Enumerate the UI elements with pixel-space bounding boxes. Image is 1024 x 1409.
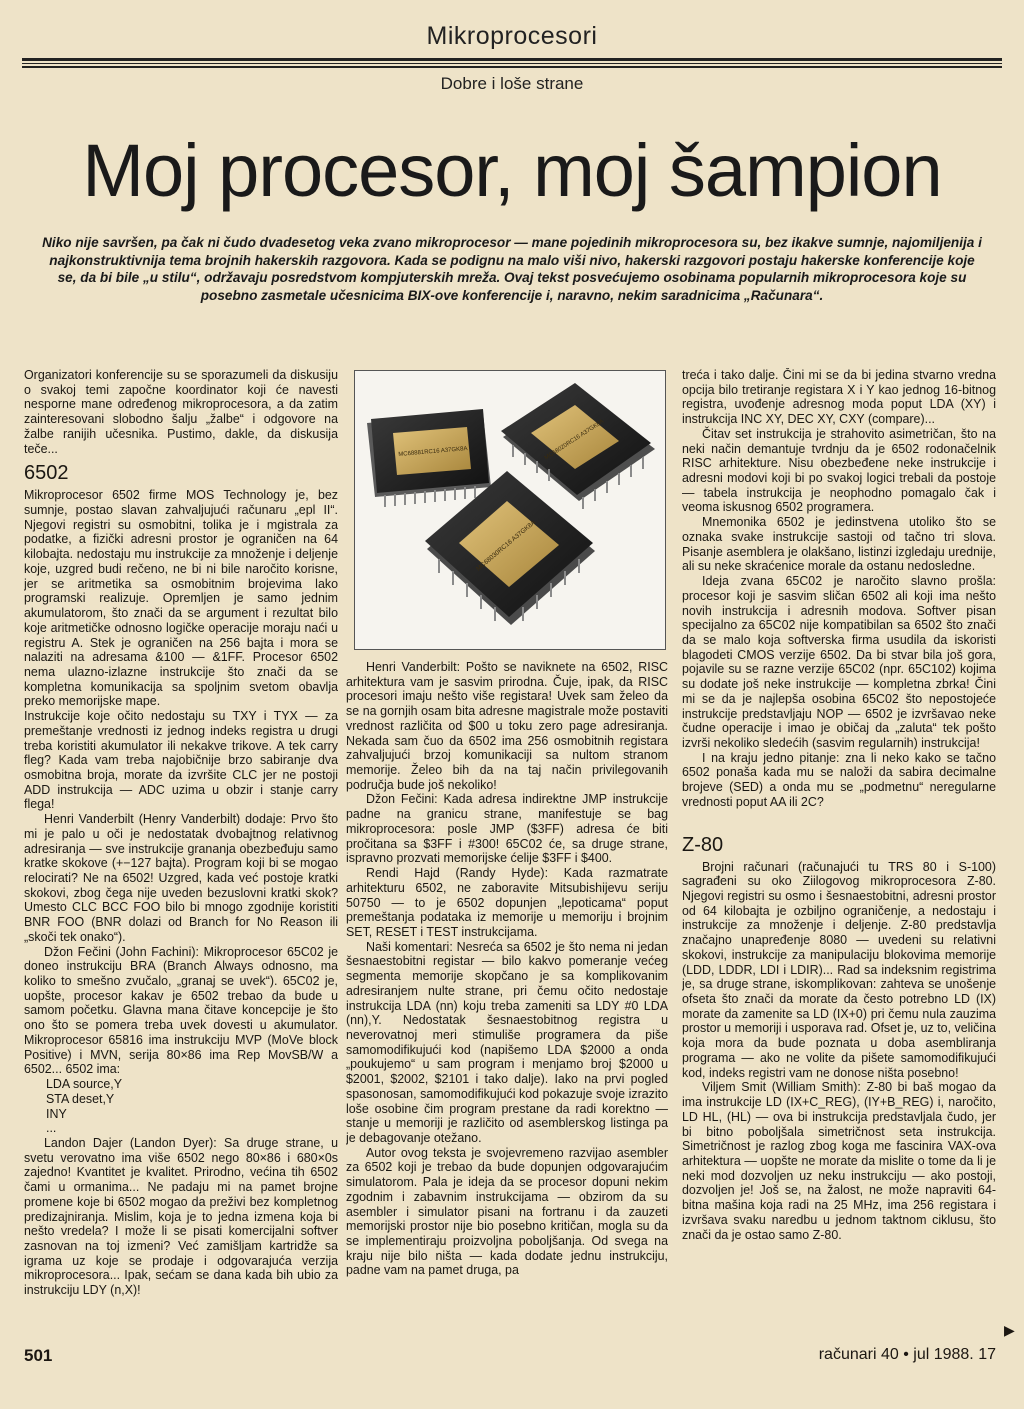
paragraph: Džon Fečini (John Fachini): Mikroprocesor 65C02 je doneo instrukciju BRA (Branch Always odnosno, ma koliko to smešno zvučalo, „granaj se uvek“). 65C02 je, uopšte, procesor kakav je 6502 trebao da bude u samom početku. Glavna mana čitave koncepcije je što ono što se pomera treba uvek dovesti u akumulator. Mikroprocesor 65816 ima instrukciju MVP (MoVe block Positive) i MVN, serija 80×86 ima Rep MovSB/W a 6502... 6502 ima: [24, 944, 338, 1077]
paragraph: Čitav set instrukcija je strahovito asimetričan, što na neki način demantuje tvrdnju da je 6502 rodonačelnik RISC arhitekture. Nisu obezbeđene neke instrukcije i adresni modovi koji bi po svakoj logici trebali da postoje — tabela instrukcija je neophodno pomagalo čak i veoma iskusnog 6502 programera. [682, 426, 996, 515]
section-heading-z80: Z-80 [682, 833, 724, 856]
code-line: INY [46, 1106, 67, 1121]
article-lead: Niko nije savršen, pa čak ni čudo dvadesetog veka zvano mikroprocesor — mane pojedinih mikroprocesora su, bez ikakve sumnje, najomiljenija i najkonstruktivnija tema brojnih hakerskih razgovora. Kada se podignu na malo viši nivo, hakerski razgovori postaju hakerske konferencije koje se, da bi bile „u stilu“, održavaju posredstvom kompjuterskih mreža. Ovaj tekst posvećujemo osobinama popularnih mikroprocesora koje su posebno zasmetale učesnicima BIX-ove konferencije i, naravno, nekim saradnicima „Računara“. [42, 235, 982, 303]
section-title: Mikroprocesori [426, 22, 598, 50]
chips-illustration [355, 371, 666, 650]
paragraph: Naši komentari: Nesreća sa 6502 je što nema ni jedan šesnaestobitni registar — bilo kakvo pomeranje većeg segmenta memorije skopčano je sa komplikovanim adresiranjem nulte strane, pri čemu očito nedostaje instrukcija LDA (nn) koju treba zameniti sa LDY #0 LDA (nn),Y. Nedostatak šesnaestobitnog registra u neverovatnoj meri stimuliše programera da piše samomodifikujući kod (napišemo LDA $2000 a onda „poukujemo“ u sam program i menjamo broj $2000 u $2001, $2002, $2101 i tako dalje). Iako na prvi pogled spasonosan, samomodifikujući kod pokazuje svoje izrazito loše osobine čim program prestane da radi korektno — stanje u memoriji je različito od asemblerskog listinga pa je debagovanje otežano. [346, 939, 668, 1145]
code-line: STA deset,Y [46, 1091, 115, 1106]
page-number-left: 501 [24, 1346, 53, 1365]
column-1 [24, 368, 338, 1368]
column-2 [346, 660, 668, 1360]
paragraph: Rendi Hajd (Randy Hyde): Kada razmatrate arhitekturu 6502, ne zaboravite Mitsubishijevu seriju 50750 — to je 6502 dopunjen „lepoticama“ poput premeštanja podataka iz memorije u memoriju i brojnim SET, RESET i TEST instrukcijama. [346, 866, 668, 939]
header-rule-top [22, 58, 1002, 61]
photo-motorola-chips [354, 370, 666, 650]
continue-arrow-icon: ▶ [1004, 1322, 1015, 1338]
column-3 [682, 368, 996, 1363]
paragraph: Viljem Smit (William Smith): Z-80 bi baš mogao da ima instrukcije LD (IX+C_REG), (IY+B_REG) i, naročito, LD HL, (HL) — ova bi instrukcija predstavljala čudo, jer bi bitno poboljšala simetričnost seta instrukcija. Simetričnost je razlog zbog koga me fascinira VAX-ova arhitektura — uopšte ne morate da mislite o tome da li je neki mod dozvoljen uz neku instrukciju — ako postoji, dozvoljen je! Još se, na žalost, ne može napraviti 64-bitna mašina koja radi na 25 MHz, ima 256 registara i izvršava svaku naredbu u jednom taktnom ciklusu, što znači da je ostao samo Z-80. [682, 1080, 996, 1242]
paragraph: Brojni računari (računajući tu TRS 80 i S-100) sagrađeni su oko Ziilogovog mikroprocesora Z-80. Njegovi registri su osmo i šesnaestobitni, adresni prostor od 64 kilobajta je ozbiljno ograničenje, a nedostaju i instrukcije za množenje i deljenje. Z-80 predstavlja značajno unapređenje 8080 — uvedeni su relativni skokovi, instrukcije za manipulaciju blokovima memorije (LDD, LDDR, LDI i LDIR)... Rad sa indeksnim registrima je, sa druge strane, iskomplikovan: zahteva se unošenje ofseta što znači da morate da često potrebno LD (IX) morate da zamenite sa LD (IX+0) pri čemu nula zauzima prostor u memoriji i usporava rad. Ofset je, uz to, veličina koja mora da bude poznata u doba asembliranja programa — ako ne volite da pišete samomodifikujući kod, indeks registri vam ne donose ništa posebno! [682, 859, 996, 1080]
paragraph: Mikroprocesor 6502 firme MOS Technology je, bez sumnje, postao slavan zahvaljujući računaru „epl II“. Njegovi registri su osmobitni, tolika je i mgistrala za podatke, a fizički adresni prostor je ograničen na 64 kilobajta. nedostaju mu instrukcije za množenje i deljenje koje, uzgred budi rečeno, ne bi ni bile naročito korisne, jer se aritmetika sa osmobitnim brojevima lako programski realizuje. Opremljen je samo jednim akumulatorom, što znači da se argument i rezultat bilo koje aritmetičke odnosno logičke operacije moraju naći u registru A. Stek je ograničen na 256 bajta i mora se nalaziti na adresama &100 — &1FF. Procesor 6502 nema ulazno-izlazne instrukcije što znači da se kompletna komunikacija sa spoljnim svetom obavlja preko memorijske mape. [24, 488, 338, 709]
paragraph: Henri Vanderbilt (Henry Vanderbilt) dodaje: Prvo što mi je palo u oči je nedostatak dvobajtnog relativnog adresiranja — sve instrukcije grananja obezbeđuju samo kratke skokove (+−127 bajta). Program koji bi se mogao relocirati? Ne na 6502! Uzgred, kada već postoje kratki skokovi, zbog čega nije uveden bezuslovni kratki skok? Umesto CLC BCC FOO bilo bi mnogo zgodnije koristiti BNR FOO (BNR dolazi od Branch for No Reason ili „skoči tek onako“). [24, 812, 338, 944]
paragraph: Ideja zvana 65C02 je naročito slavno prošla: procesor koji je sasvim sličan 6502 ali koji ima nešto novih instrukcija i adresnih modova. Softver pisan specijalno za 65C02 nije kompatibilan sa 6502 što znači da se malo koja softverska firma usudila da iskoristi blagodeti CMOS verzije 6502. Da bi stvar bila još gora, pojavile su se razne verzije 65C02 (npr. 65C102) kojima su dodate još neke instrukcije — kompletna zbrka! Čini mi se da je najlepša osobina 65C02 što nepostojeće instrukcije predstavljaju NOP — 6502 je izvršavao neke čudne operacije i imao je običaj da „zaluta“ tek pošto izvrši nekoliko sledećih (sasvim regularnih) instrukcija! [682, 574, 996, 750]
code-line: ... [46, 1121, 57, 1136]
article-headline: Moj procesor, moj šampion [82, 129, 942, 212]
paragraph: Instrukcije koje očito nedostaju su TXY i TYX — za premeštanje vrednosti iz jednog indeks registra u drugi treba koristiti akumulator ili nekakve trikove. A tek carry fleg? Kada vam treba najobičnije brzo sabiranje dva osmobitna broja, morate da izvršite CLC jer ne postoji ADD instrukcija — ADC uzima u obzir i stanje carry flega! [24, 709, 338, 812]
section-heading-6502: 6502 [24, 462, 69, 485]
header-rule-bottom [22, 66, 1002, 68]
article-kicker: Dobre i loše strane [440, 74, 584, 93]
paragraph: Mnemonika 6502 je jedinstvena utoliko što se oznaka svake instrukcije sastoji od tačno tri slova. Pisanje asemblera je olakšano, listinzi izgledaju urednije, ali su neke skraćenice morale da ostanu nedosledne. [682, 515, 996, 574]
paragraph: I na kraju jedno pitanje: zna li neko kako se tačno 6502 ponaša kada mu se naloži da sabira decimalne brojeve (SED) a onda mu se „podmetnu“ neregularne vrednosti poput AA ili 2C? [682, 750, 996, 809]
paragraph: Džon Fečini: Kada adresa indirektne JMP instrukcije padne na granicu strane, manifestuje se bag mikroprocesora: posle JMP ($3FF) adresa će biti pročitana sa $3FF i #300! 65C02 će, sa druge strane, ispravno prozvati memorijske ćelije $3FF i $400. [346, 792, 668, 866]
paragraph: treća i tako dalje. Čini mi se da bi jedina stvarno vredna opcija bilo tretiranje registara X i Y kao jednog 16-bitnog registra, uvođenje adresnog moda poput LDA (XY) i instrukcija INC XY, DEC XY, CXY (compare)... [682, 368, 996, 427]
paragraph: Landon Dajer (Landon Dyer): Sa druge strane, u svetu verovatno ima više 6502 nego 80×86 i 680×0s zajedno! Kvantitet je kvalitet. Prirodno, većina tih 6502 čami u ormanima... Ne padaju mi na pamet brojne promene koje bi 6502 mogao da preživi bez kompletnog predizajniranja. Mislim, koja je to jedna izmena koja bi nešto vredela? I može li se pisati komercijalni softver zasnovan na toj izmeni? Već zamišljam kartridže sa igrama uz koje se prodaje i odgovarajuća verzija mikroprocesora... Ipak, sećam se dana kada bih ubio za instrukciju LDY (n,X)! [24, 1135, 338, 1298]
header-rule-middle [22, 63, 1002, 64]
paragraph: Autor ovog teksta je svojevremeno razvijao asembler za 6502 koji je trebao da bude dopunjen odgovarajućim simulatorom. Pala je ideja da se procesor dopuni nekim zgodnim i zabavnim instrukcijama — obzirom da su asembler i simulator pisani na fortranu i da zauzeti memorijski prostor nije bio posebno kritičan, mogla su da se implementiraju proizvoljna poboljšanja. Od svega na kraju nije bilo ništa — kada dodate jednu instrukciju, padne vam na pamet druga, pa [346, 1145, 668, 1278]
code-line: LDA source,Y [46, 1077, 123, 1092]
chip-label-left: MC68881RC16 A37GK8A [398, 445, 468, 459]
chip-label-right: MC68020RC16 A37GK8A [543, 418, 606, 462]
issue-footer: računari 40 • jul 1988. 17 [818, 1346, 996, 1363]
paragraph: Organizatori konferencije su se sporazumeli da diskusiju o svakoj temi započne koordinator koji će navesti nesporne mane određenog mikroprocesora, a da zatim zainteresovani slobodno šalju „žalbe“ i odgovore na žalbe ranijih učesnika. Pustimo, dakle, da diskusija teče... [24, 368, 338, 456]
paragraph: Henri Vanderbilt: Pošto se naviknete na 6502, RISC arhitektura vam je sasvim prirodna. Čuje, ipak, da RISC procesori imaju nešto više registara! Uvek sam želeo da se na gornjih osam bita adresne magistrale može postaviti vrednost različita od $00 u toku zero page adresiranja. Nekada sam čuo da 6502 ima 256 osmobitnih registara zahvaljujući brzoj komunikaciji sa nultom stranom memorije. Želeo bih da na taj način privilegovanih područja bude još nekoliko! [346, 660, 668, 792]
chip-label-front: MC68030RC16 A37GK8A [474, 519, 538, 573]
